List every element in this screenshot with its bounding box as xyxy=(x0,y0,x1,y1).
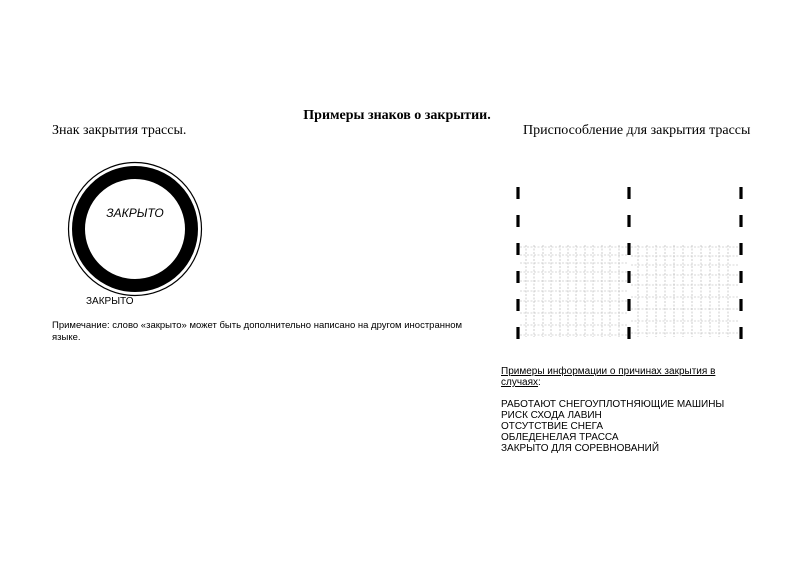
list-item: РАБОТАЮТ СНЕГОУПЛОТНЯЮЩИЕ МАШИНЫ xyxy=(501,399,725,410)
closure-sign-circle xyxy=(67,161,203,297)
list-item: РИСК СХОДА ЛАВИН xyxy=(501,410,602,421)
page-title: Примеры знаков о закрытии. xyxy=(303,108,491,123)
sign-caption: ЗАКРЫТО xyxy=(86,296,134,307)
list-item: ЗАКРЫТО ДЛЯ СОРЕВНОВАНИЙ xyxy=(501,443,660,454)
closure-device-heading: Приспособление для закрытия трассы xyxy=(523,123,751,138)
closure-reasons xyxy=(501,366,741,454)
closure-sign-heading: Знак закрытия трассы. xyxy=(52,123,187,138)
fence-mesh-right xyxy=(631,245,739,337)
reasons-list xyxy=(501,399,741,454)
reasons-heading: Примеры информации о причинах закрытия в случаях: xyxy=(501,366,716,388)
sign-text: ЗАКРЫТО xyxy=(106,206,164,220)
closure-fence-diagram xyxy=(510,185,750,345)
list-item: ОТСУТСТВИЕ СНЕГА xyxy=(501,421,604,432)
list-item: ОБЛЕДЕНЕЛАЯ ТРАССА xyxy=(501,432,619,443)
note-text: Примечание: слово «закрыто» может быть дополнительно написано на другом иностранном языке. xyxy=(52,320,463,343)
fence-mesh-left xyxy=(520,245,627,337)
